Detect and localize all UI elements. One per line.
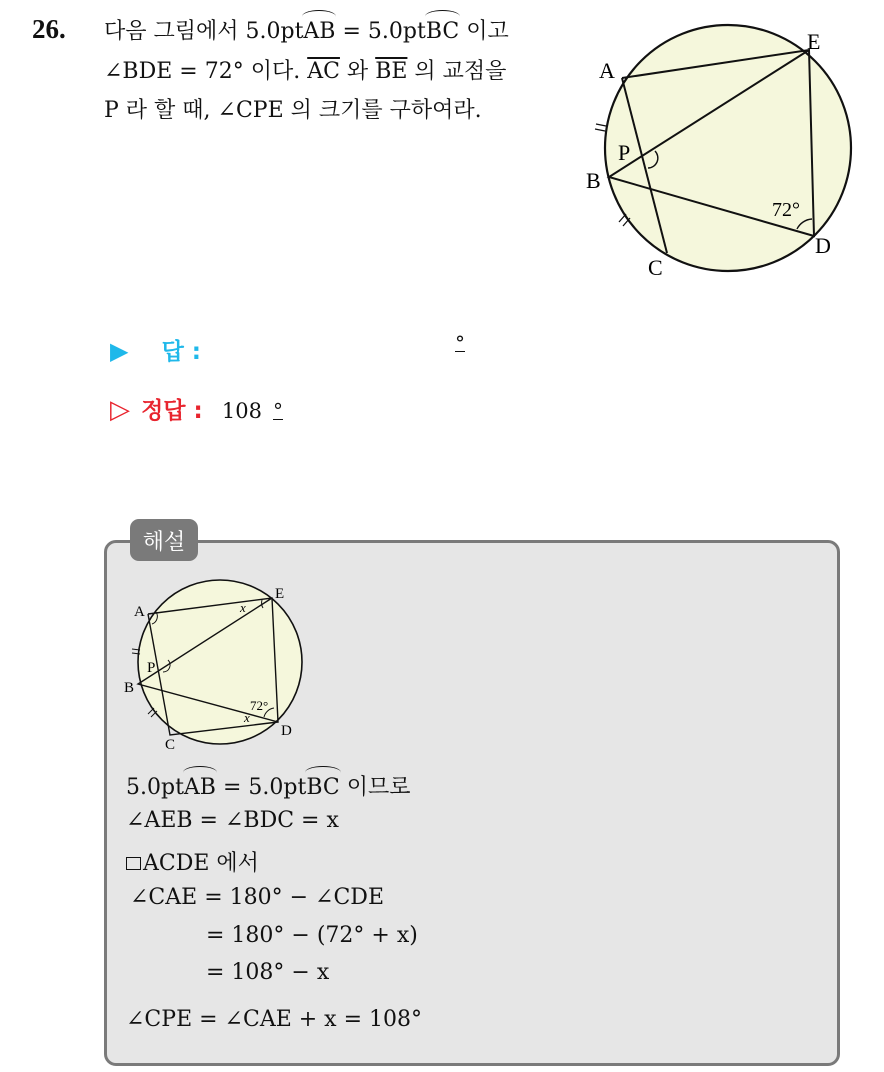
answer-play-icon: ▶ <box>110 337 129 365</box>
sol-fig-label-e: E <box>275 586 285 602</box>
question-line-1 <box>104 14 509 45</box>
sol-line-1 <box>126 770 411 801</box>
solution-tab: 해설 <box>130 519 198 561</box>
sol-fig-label-a: A <box>134 604 145 620</box>
sol-line-4: ∠CAE = 180° − ∠CDE <box>130 885 385 910</box>
sol-line-6: = 108° − x <box>206 960 330 985</box>
sol-fig-x-e: x <box>240 600 246 615</box>
segment-be: $\overline{BE}$ <box>375 59 408 84</box>
sol-fig-label-b: B <box>124 680 135 696</box>
fig-label-d: D <box>815 233 831 258</box>
q2-text-c: 의 교점을 <box>407 59 507 84</box>
sol-fig-x-d: x <box>244 710 250 725</box>
question-number: 26. <box>32 14 66 44</box>
fig-label-b: B <box>586 168 601 193</box>
sol-line-2: ∠AEB = ∠BDC = x <box>126 808 339 833</box>
answer-label: 답 : <box>161 339 201 365</box>
arc-ab: AB <box>303 19 336 44</box>
answer-unit: ° <box>455 331 465 355</box>
correct-row <box>110 392 283 425</box>
solution-figure <box>120 572 310 752</box>
fig-tick-ab <box>595 124 606 131</box>
segment-ac: $\overline{AC}$ <box>307 59 340 84</box>
question-line-2 <box>104 54 506 85</box>
q2-text-b: 와 <box>339 59 376 84</box>
sol-fig-label-p: P <box>147 660 156 676</box>
fig-label-e: E <box>807 29 821 54</box>
fig-label-p: P <box>618 140 631 165</box>
sol-fig-label-d: D <box>281 723 292 739</box>
sol1-text-b: = 5.0pt <box>215 775 307 800</box>
correct-value: 108 <box>221 399 262 423</box>
q1-text-c: 이고 <box>459 19 509 44</box>
sol3-text: ACDE 에서 <box>143 851 259 876</box>
sol-line-7: ∠CPE = ∠CAE + x = 108° <box>126 1007 423 1032</box>
sol-line-5: = 180° − (72° + x) <box>206 923 418 948</box>
q2-text-a: ∠BDE = 72° 이다. <box>104 59 308 84</box>
correct-outline-icon: ▷ <box>110 395 130 425</box>
answer-input[interactable] <box>240 334 445 362</box>
sol-arc-bc: BC <box>306 775 340 800</box>
question-figure <box>575 14 865 284</box>
sol-fig-angle-72: 72° <box>250 698 269 713</box>
sol-fig-label-c: C <box>165 737 176 752</box>
q1-text-b: = 5.0pt <box>335 19 426 44</box>
sol1-text-a: 5.0pt <box>126 775 184 800</box>
correct-label: 정답 : <box>141 398 203 424</box>
correct-unit: ° <box>273 399 284 423</box>
quadrilateral-icon <box>126 857 141 870</box>
arc-bc: BC <box>425 19 460 44</box>
question-line-3: P 라 할 때, ∠CPE 의 크기를 구하여라. <box>104 98 482 123</box>
sol-line-3 <box>126 846 259 877</box>
sol1-text-c: 이므로 <box>339 775 411 800</box>
q1-text-a: 다음 그림에서 5.0pt <box>104 19 304 44</box>
fig-angle-72: 72° <box>772 199 800 221</box>
fig-label-c: C <box>648 255 663 280</box>
sol-arc-ab: AB <box>183 775 216 800</box>
fig-label-a: A <box>599 58 615 83</box>
answer-row <box>110 333 201 366</box>
